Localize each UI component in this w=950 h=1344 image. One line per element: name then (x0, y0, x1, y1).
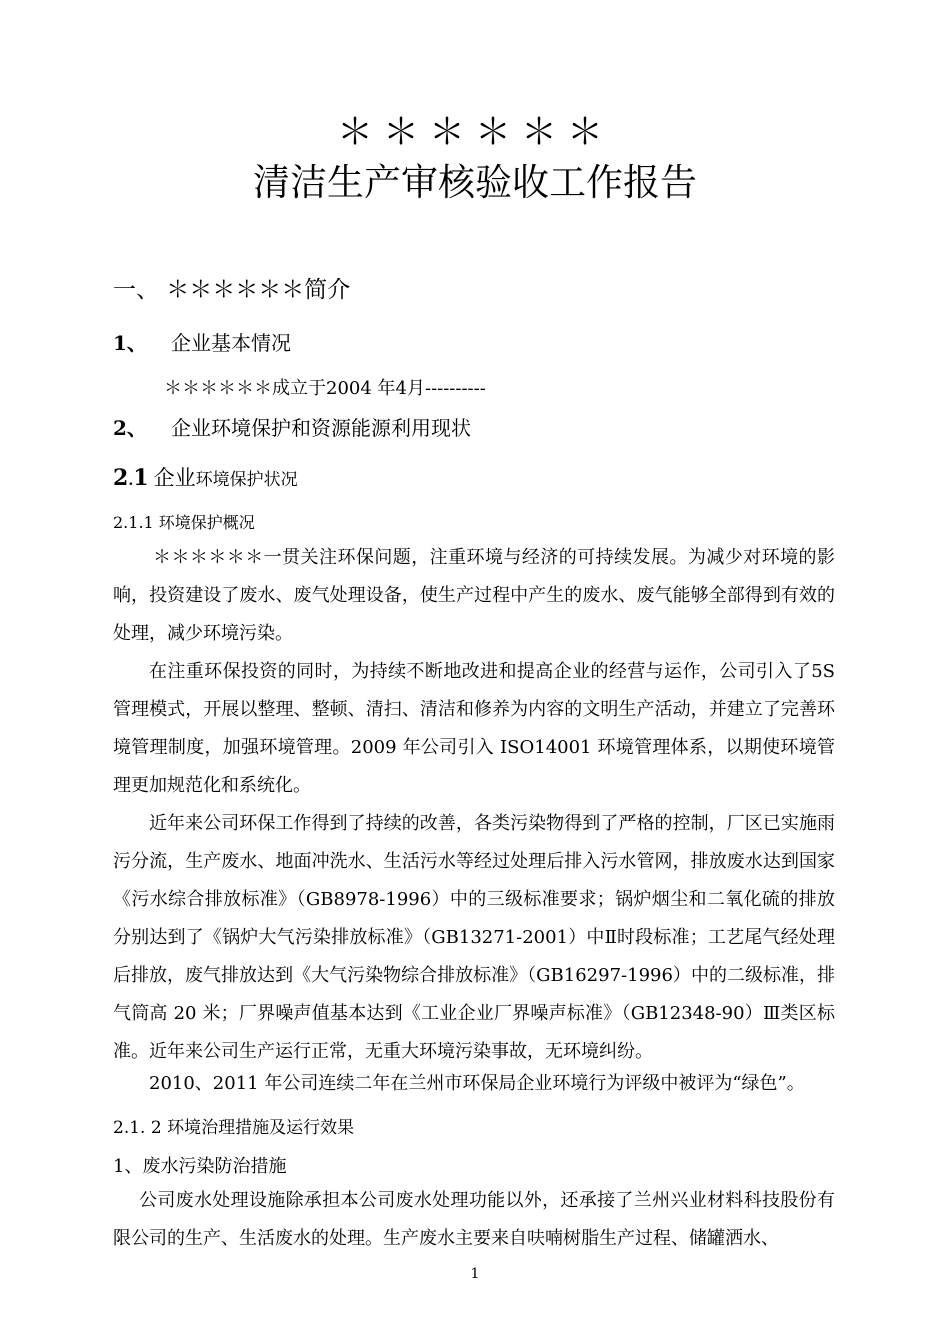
report-title-line2: 清洁生产审核验收工作报告 (253, 161, 697, 204)
subsection-2-1-number-minor: 1 (133, 465, 149, 491)
wastewater-paragraph: 公司废水处理设施除承担本公司废水处理功能以外，还承接了兰州兴业材料科技股份有限公司的生产、生活废水的处理。生产废水主要来自呋喃树脂生产过程、储罐洒水、 (113, 1190, 835, 1249)
subsection-1-heading (113, 327, 291, 356)
paragraph-4: 2010、2011 年公司连续二年在兰州市环保局企业环境行为评级中被评为“绿色”。 (149, 1073, 805, 1094)
page-number: 1 (470, 1266, 480, 1282)
wastewater-item-heading: 1、废水污染防治措施 (113, 1156, 287, 1177)
subsection-2-1-1-heading: 2.1.1 环境保护概况 (113, 513, 255, 532)
section-heading-1: 一、 ＊＊＊＊＊＊简介 (113, 277, 351, 303)
paragraph-2: 在注重环保投资的同时，为持续不断地改进和提高企业的经营与运作，公司引入了5S 管理模式，开展以整理、整顿、清扫、清洁和修养为内容的文明生产活动，并建立了完善环境管理制度，加强环境管理。2009 年公司引入 ISO14001 环境管理体系，以期使环境管理更加规范化和系统化。 (113, 661, 835, 796)
subsection-2-1-label: 环境保护状况 (195, 470, 298, 490)
subsection-2-1-number-dot: . (128, 473, 134, 489)
subsection-1-label: 企业基本情况 (171, 331, 291, 355)
paragraph-1: ＊＊＊＊＊＊一贯关注环保问题，注重环境与经济的可持续发展。为减少对环境的影响，投资建设了废水、废气处理设备，使生产过程中产生的废水、废气能够全部得到有效的处理，减少环境污染。 (113, 547, 835, 644)
subsection-2-1-number-major: 2 (113, 465, 129, 491)
subsection-1-number: 1、 (113, 331, 147, 355)
paragraph-3: 近年来公司环保工作得到了持续的改善，各类污染物得到了严格的控制，厂区已实施雨污分流，生产废水、地面冲洗水、生活污水等经过处理后排入污水管网，排放废水达到国家《污水综合排放标准》（GB8978-1996）中的三级标准要求；锅炉烟尘和二氧化硫的排放分别达到了《锅炉大气污染排放标准》（GB13271-2001）中Ⅱ时段标准；工艺尾气经处理后排放，废气排放达到《大气污染物综合排放标准》（GB16297-1996）中的二级标准，排气筒高 20 米；厂界噪声值基本达到《工业企业厂界噪声标准》（GB12348-90）Ⅲ类区标准。近年来公司生产运行正常，无重大环境污染事故，无环境纠纷。 (113, 813, 835, 1062)
subsection-2-label: 企业环境保护和资源能源利用现状 (171, 416, 471, 440)
subsection-2-1-2-heading: 2.1. 2 环境治理措施及运行效果 (113, 1118, 355, 1138)
subsection-2-heading (113, 412, 471, 441)
report-title-line1: ＊＊＊＊＊＊ (336, 112, 613, 153)
subsection-2-1-label-prefix: 企业 (153, 466, 196, 490)
subsection-2-number: 2、 (113, 416, 147, 440)
subsection-1-body: ＊＊＊＊＊＊成立于2004 年4月---------- (164, 378, 486, 399)
subsection-2-1-heading (113, 462, 298, 492)
